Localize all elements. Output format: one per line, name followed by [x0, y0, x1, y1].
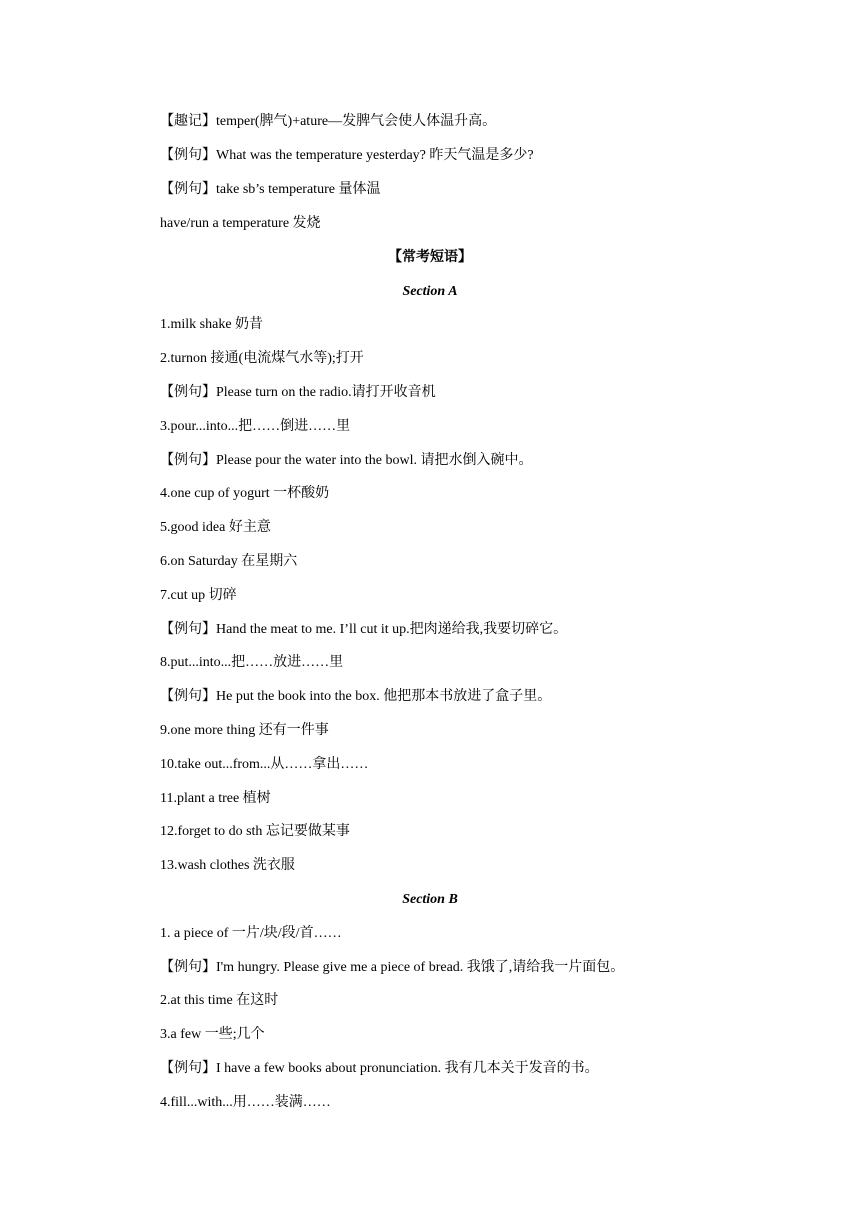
example-sentence-line: 【例句】I'm hungry. Please give me a piece of bread. 我饿了,请给我一片面包。	[160, 960, 625, 975]
phrase-line: 1. a piece of 一片/块/段/首……	[160, 926, 342, 941]
example-sentence-line: 【例句】take sb’s temperature 量体温	[160, 182, 381, 197]
phrase-line: 11.plant a tree 植树	[160, 791, 271, 806]
example-sentence-line: 【例句】I have a few books about pronunciation. 我有几本关于发音的书。	[160, 1061, 599, 1076]
example-sentence-line: 【例句】Please pour the water into the bowl. 请把水倒入碗中。	[160, 453, 533, 468]
phrase-line: 9.one more thing 还有一件事	[160, 723, 329, 738]
section-b-title: Section B	[402, 892, 458, 907]
phrase-line: 2.at this time 在这时	[160, 993, 279, 1008]
phrase-line: 6.on Saturday 在星期六	[160, 554, 298, 569]
phrase-line: 7.cut up 切碎	[160, 588, 237, 603]
phrase-line: 3.pour...into...把……倒进……里	[160, 419, 351, 434]
phrase-line: 4.one cup of yogurt 一杯酸奶	[160, 486, 330, 501]
example-sentence-line: 【例句】Please turn on the radio.请打开收音机	[160, 385, 436, 400]
phrase-heading: 【常考短语】	[388, 250, 472, 265]
phrase-line: 3.a few 一些;几个	[160, 1027, 265, 1042]
memory-tip-line: 【趣记】temper(脾气)+ature—发脾气会使人体温升高。	[160, 114, 497, 129]
phrase-line: 13.wash clothes 洗衣服	[160, 858, 295, 873]
example-sentence-line: 【例句】Hand the meat to me. I’ll cut it up.把肉递给我,我要切碎它。	[160, 622, 568, 637]
phrase-line: 1.milk shake 奶昔	[160, 317, 264, 332]
phrase-line: 10.take out...from...从……拿出……	[160, 757, 369, 772]
phrase-line: 2.turnon 接通(电流煤气水等);打开	[160, 351, 364, 366]
phrase-line: 5.good idea 好主意	[160, 520, 271, 535]
phrase-line: 12.forget to do sth 忘记要做某事	[160, 824, 350, 839]
example-sentence-line: 【例句】What was the temperature yesterday? 昨天气温是多少?	[160, 148, 534, 163]
phrase-line: have/run a temperature 发烧	[160, 216, 321, 231]
phrase-line: 8.put...into...把……放进……里	[160, 655, 344, 670]
example-sentence-line: 【例句】He put the book into the box. 他把那本书放进了盒子里。	[160, 689, 552, 704]
section-a-title: Section A	[402, 284, 458, 299]
phrase-line: 4.fill...with...用……装满……	[160, 1095, 331, 1110]
